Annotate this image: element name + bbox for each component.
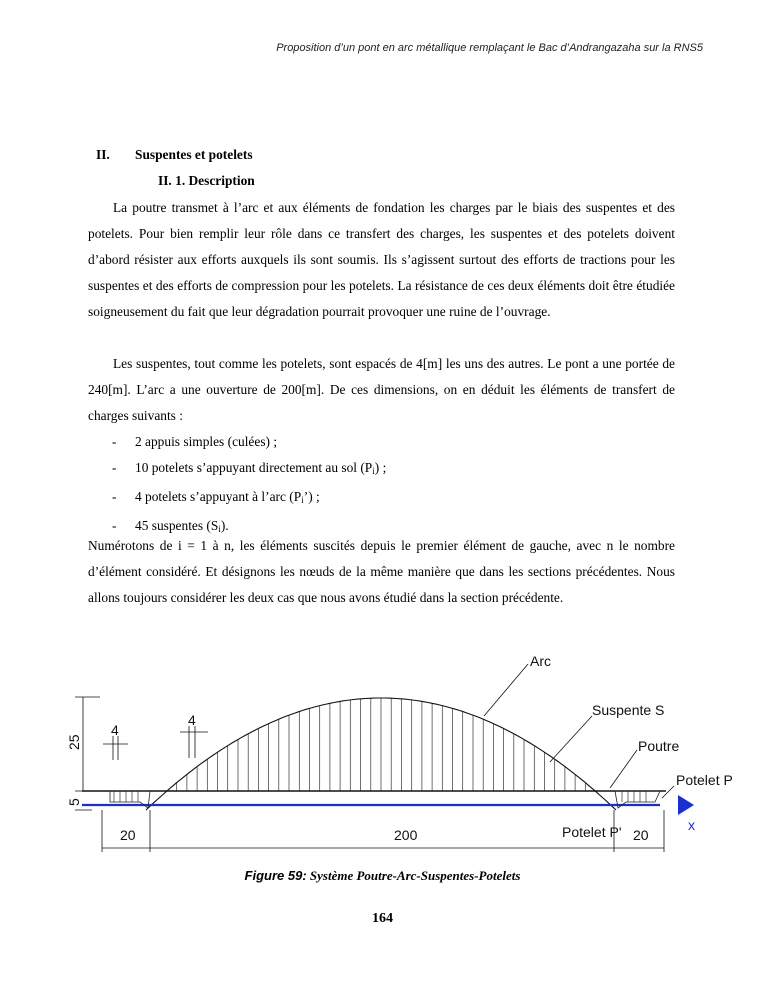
axis-arrow-icon	[678, 795, 694, 815]
dim-span-arc-200: 200	[394, 827, 418, 843]
running-header: Proposition d’un pont en arc métallique remplaçant le Bac d’Andrangazaha sur la RNS5	[276, 42, 703, 54]
label-poutre: Poutre	[638, 738, 680, 754]
paragraph-intro: La poutre transmet à l’arc et aux éléments de fondation les charges par le biais des suspentes et des potelets. Pour bien remplir leur rôle dans ce transfert des charges, les suspentes et des potelets doivent d’abord résister aux efforts auxquels ils sont soumis. Ils s’agissent surtout des efforts de tractions pour les suspentes et des efforts de compression pour les potelets. La résistance de ces deux éléments doit être étudiée soigneusement du fait que leur dégradation pourrait provoquer une ruine de l’ouvrage.	[88, 200, 675, 319]
label-potelet-p-prime: Potelet P'	[562, 824, 622, 840]
list-item: - 4 potelets s’appuyant à l’arc $(P_i’)$ ;	[112, 489, 320, 505]
suspentes-hangers	[177, 698, 586, 791]
section-heading	[96, 147, 253, 163]
section-number: II.	[96, 147, 110, 162]
caption-label: Figure 59:	[244, 868, 307, 883]
list-item: - 10 potelets s’appuyant directement au sol $(P_i)$ ;	[112, 460, 387, 476]
dim-height-5: 5	[66, 798, 82, 806]
dim-span-left-20: 20	[120, 827, 136, 843]
label-potelet-p: Potelet P	[676, 772, 733, 788]
bridge-diagram	[66, 640, 733, 860]
caption-text: Système Poutre-Arc-Suspentes-Potelets	[306, 868, 521, 883]
figure-caption	[0, 868, 765, 884]
element-list	[88, 429, 675, 542]
label-arc: Arc	[530, 653, 551, 669]
list-item: - 2 appuis simples (culées) ;	[112, 434, 278, 449]
list-item: - 45 suspentes $(S_i)$.	[112, 518, 229, 534]
potelets-posts	[114, 791, 646, 802]
label-suspente: Suspente S	[592, 702, 665, 718]
dim-height-25: 25	[66, 734, 82, 750]
axis-x-label: x	[688, 817, 695, 833]
paragraph-numbering: Numérotons de i = 1 à n, les éléments suscités depuis le premier élément de gauche, avec n le nombre d’élément considéré. Et désignons les nœuds de la même manière que dans les sections précédentes. Nous allons toujours considérer les deux cas que nous avons étudié dans la section précédente.	[88, 538, 675, 605]
page-number: 164	[372, 911, 393, 926]
paragraph-dimensions: Les suspentes, tout comme les potelets, sont espacés de 4[m] les uns des autres. Le pont a une portée de 240[m]. L’arc a une ouverture de 200[m]. De ces dimensions, on en déduit les éléments de transfert de charges suivants :	[88, 356, 675, 423]
section-title: Suspentes et potelets	[135, 147, 253, 162]
dim-span-right-20: 20	[633, 827, 649, 843]
dim-spacing-4-left: 4	[111, 722, 119, 738]
dim-spacing-4-right: 4	[188, 712, 196, 728]
subsection-heading: II. 1. Description	[158, 173, 255, 188]
